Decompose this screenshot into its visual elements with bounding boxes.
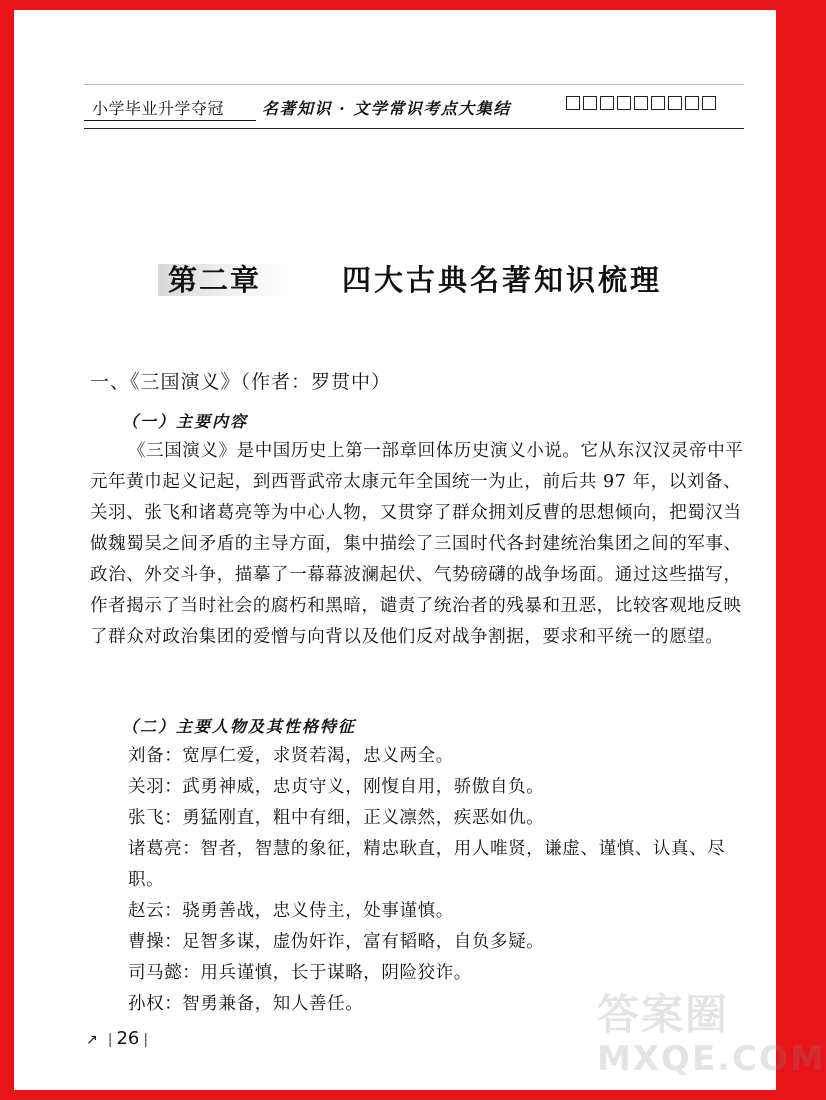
book-title-underline [84, 120, 256, 121]
running-header [14, 84, 776, 144]
character-entry: 曹操：足智多谋，虚伪奸诈，富有韬略，自负多疑。 [128, 932, 545, 952]
character-entry: 孙权：智勇兼备，知人善任。 [128, 994, 364, 1014]
header-box-decoration [566, 96, 716, 110]
subsection-heading-characters: （二）主要人物及其性格特征 [122, 717, 357, 736]
decor-box [583, 96, 597, 110]
decor-box [702, 96, 716, 110]
character-entry: 张飞：勇猛刚直，粗中有细，正义凛然，疾恶如仇。 [128, 808, 545, 828]
character-entry: 赵云：骁勇善战，忠义侍主，处事谨慎。 [128, 901, 454, 921]
chapter-heading [164, 258, 724, 304]
decor-box [651, 96, 665, 110]
character-entry: 刘备：宽厚仁爱，求贤若渴，忠义两全。 [128, 746, 454, 766]
character-entry: 司马懿：用兵谨慎，长于谋略，阴险狡诈。 [128, 963, 472, 983]
watermark-text-bottom: MXQE.COM [597, 1039, 826, 1079]
decor-box [566, 96, 580, 110]
content-paragraph [90, 436, 746, 653]
page [14, 10, 826, 1090]
decor-box [600, 96, 614, 110]
chapter-number: 第二章 [168, 263, 262, 297]
header-rule [84, 128, 744, 129]
divider: | [143, 1032, 149, 1048]
watermark-text-top: 答案圈 [597, 990, 730, 1039]
character-entry: 诸葛亮：智者，智慧的象征，精忠耿直，用人唯贤，谦虚、谨慎、认真、尽职。 [128, 839, 726, 890]
section-title: 名著知识 · 文学常识考点大集结 [262, 99, 511, 118]
page-footer [86, 1028, 152, 1049]
section-heading: 一、《三国演义》（作者：罗贯中） [90, 371, 392, 393]
content-text: 《三国演义》是中国历史上第一部章回体历史演义小说。它从东汉汉灵帝中平元年黄巾起义记起，到西晋武帝太康元年全国统一为止，前后共 97 年，以刘备、关羽、张飞和诸葛亮等为中心人物，又贯穿了群众拥刘反曹的思想倾向，把蜀汉当做魏蜀吴之间矛盾的主导方面，集中描绘了三国时代各封建统治集团之间的军事、政治、外交斗争，描摹了一幕幕波澜起伏、气势磅礴的战争场面。通过这些描写，作者揭示了当时社会的腐朽和黑暗，谴责了统治者的残暴和丑恶，比较客观地反映了群众对政治集团的爱憎与向背以及他们反对战争割据，要求和平统一的愿望。 [90, 441, 744, 647]
decor-box [617, 96, 631, 110]
page-number: 26 [116, 1028, 140, 1049]
book-title: 小学毕业升学夺冠 [92, 99, 225, 118]
watermark-logo [597, 990, 826, 1086]
decor-box [685, 96, 699, 110]
subsection-heading-content: （一）主要内容 [122, 412, 249, 431]
arrow-icon: ↗ [86, 1032, 98, 1048]
chapter-title: 四大古典名著知识梳理 [342, 263, 663, 297]
character-list [90, 741, 750, 1020]
decor-box [668, 96, 682, 110]
decor-box [634, 96, 648, 110]
header-top-rule [84, 84, 744, 85]
character-entry: 关羽：武勇神威，忠贞守义，刚愎自用，骄傲自负。 [128, 777, 545, 797]
divider: | [107, 1032, 113, 1048]
